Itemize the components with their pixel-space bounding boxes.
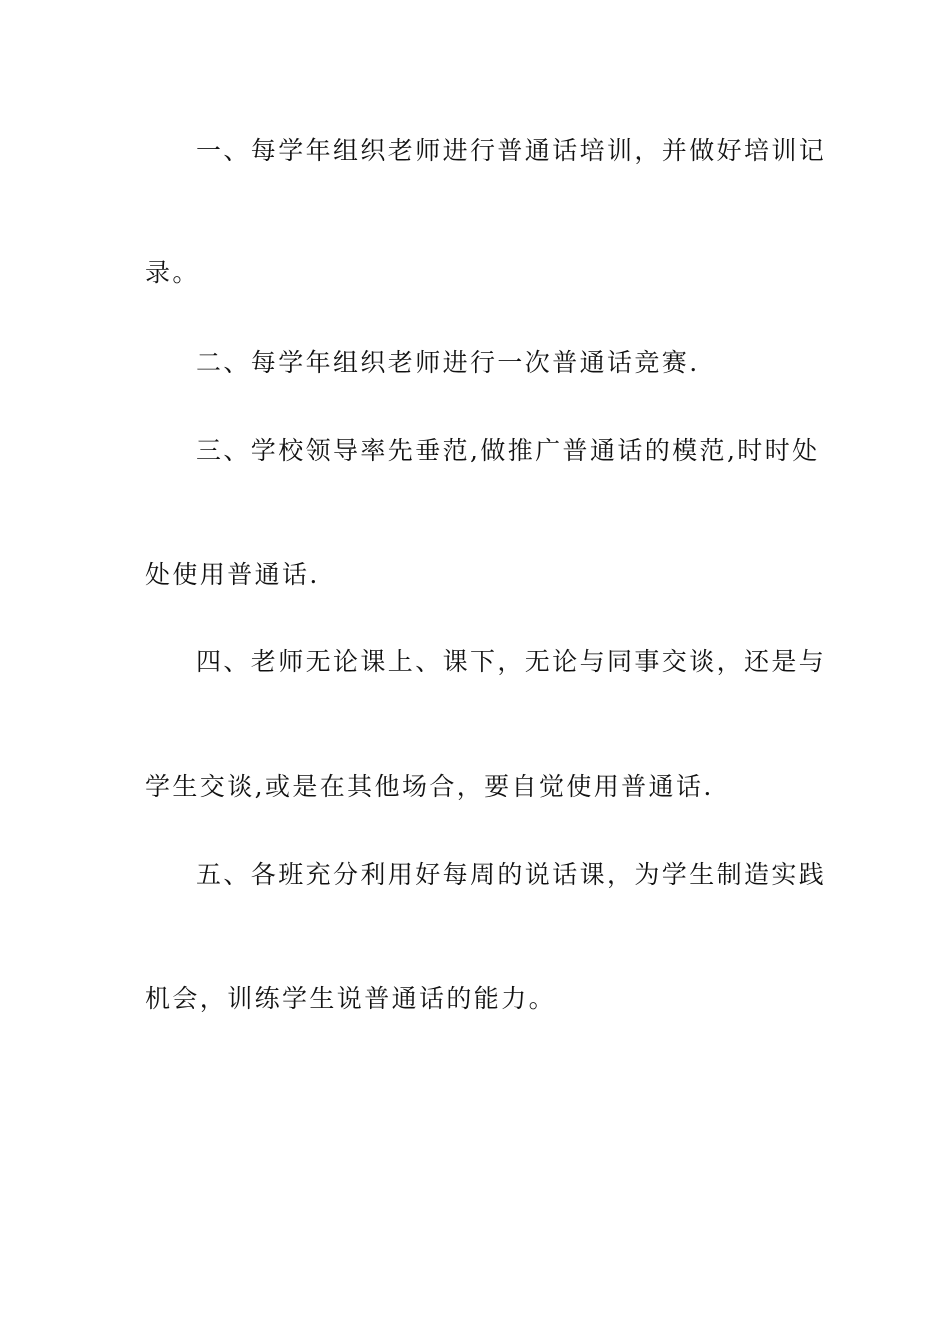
item-1-line-1: 一、每学年组织老师进行普通话培训，并做好培训记 [196,136,827,165]
item-3-line-2: 处使用普通话. [145,560,320,589]
item-5-line-2: 机会，训练学生说普通话的能力。 [145,984,557,1013]
item-1-line-2: 录。 [145,258,200,287]
item-3-line-1: 三、学校领导率先垂范,做推广普通话的模范,时时处 [196,436,820,465]
item-4-line-2: 学生交谈,或是在其他场合，要自觉使用普通话. [145,772,714,801]
item-4-line-1: 四、老师无论课上、课下，无论与同事交谈，还是与 [196,647,827,676]
item-2-line-1: 二、每学年组织老师进行一次普通话竞赛. [196,348,700,377]
item-5-line-1: 五、各班充分利用好每周的说话课，为学生制造实践 [196,860,827,889]
